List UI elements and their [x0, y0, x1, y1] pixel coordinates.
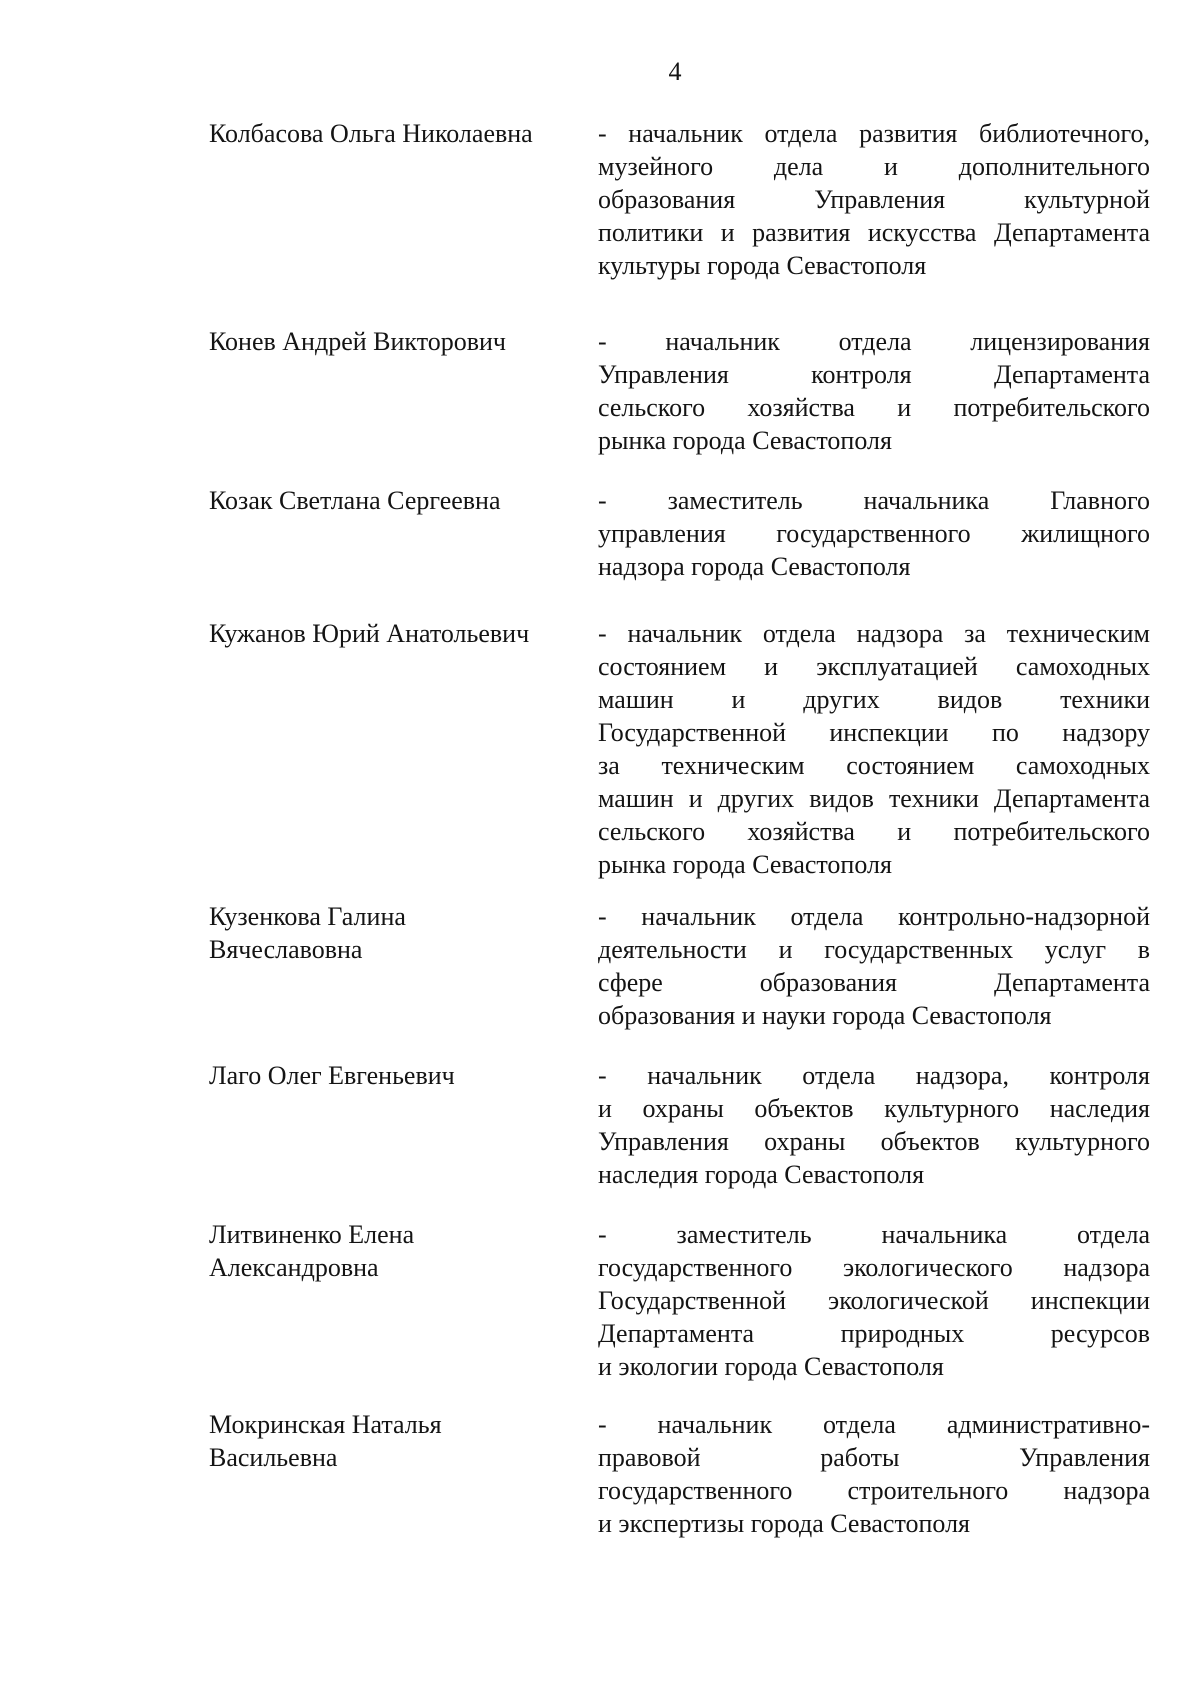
person-name: [209, 1408, 589, 1474]
page-number: 4: [668, 57, 682, 86]
position-line: и экспертизы города Севастополя: [598, 1509, 970, 1538]
position-line: государственного экологического надзора: [598, 1253, 1150, 1282]
position-line: Государственной экологической инспекции: [598, 1286, 1150, 1315]
position-line: культуры города Севастополя: [598, 251, 927, 280]
position-line: рынка города Севастополя: [598, 426, 892, 455]
position-description: [598, 1059, 1150, 1191]
person-name-line: Вячеславовна: [209, 935, 363, 964]
position-description: [598, 117, 1150, 282]
position-line: государственного строительного надзора: [598, 1476, 1150, 1505]
person-name-line: Литвиненко Елена: [209, 1220, 415, 1249]
person-name: [209, 617, 589, 650]
position-line: наследия города Севастополя: [598, 1160, 925, 1189]
position-description: [598, 617, 1150, 881]
position-line: - начальник отдела развития библиотечного,: [598, 119, 1150, 148]
position-line: образования и науки города Севастополя: [598, 1001, 1052, 1030]
position-line: - начальник отдела надзора за техническим: [598, 619, 1150, 648]
person-name: [209, 1059, 589, 1092]
position-line: машин и других видов техники: [598, 685, 1150, 714]
position-line: и экологии города Севастополя: [598, 1352, 944, 1381]
person-name-line: Кузенкова Галина: [209, 902, 406, 931]
position-line: Государственной инспекции по надзору: [598, 718, 1150, 747]
position-line: Управления охраны объектов культурного: [598, 1127, 1150, 1156]
position-line: правовой работы Управления: [598, 1443, 1150, 1472]
position-line: сельского хозяйства и потребительского: [598, 817, 1150, 846]
position-line: рынка города Севастополя: [598, 850, 892, 879]
position-description: [598, 1218, 1150, 1383]
position-line: надзора города Севастополя: [598, 552, 911, 581]
person-name-line: Васильевна: [209, 1443, 338, 1472]
position-line: - начальник отдела надзора, контроля: [598, 1061, 1150, 1090]
position-line: - начальник отдела административно-: [598, 1410, 1150, 1439]
position-description: [598, 900, 1150, 1032]
position-line: и охраны объектов культурного наследия: [598, 1094, 1150, 1123]
position-line: за техническим состоянием самоходных: [598, 751, 1150, 780]
position-line: деятельности и государственных услуг в: [598, 935, 1150, 964]
position-line: образования Управления культурной: [598, 185, 1150, 214]
person-name: [209, 484, 589, 517]
position-line: управления государственного жилищного: [598, 519, 1150, 548]
position-line: сфере образования Департамента: [598, 968, 1150, 997]
position-line: Управления контроля Департамента: [598, 360, 1150, 389]
person-name: [209, 325, 589, 358]
position-line: машин и других видов техники Департамента: [598, 784, 1150, 813]
person-name-line: Лаго Олег Евгеньевич: [209, 1061, 455, 1090]
position-line: Департамента природных ресурсов: [598, 1319, 1150, 1348]
position-line: состоянием и эксплуатацией самоходных: [598, 652, 1150, 681]
position-line: политики и развития искусства Департамента: [598, 218, 1150, 247]
position-description: [598, 484, 1150, 583]
position-line: сельского хозяйства и потребительского: [598, 393, 1150, 422]
person-name-line: Александровна: [209, 1253, 379, 1282]
position-line: - начальник отдела лицензирования: [598, 327, 1150, 356]
person-name: [209, 117, 589, 150]
person-name-line: Мокринская Наталья: [209, 1410, 442, 1439]
person-name-line: Колбасова Ольга Николаевна: [209, 119, 533, 148]
position-line: - заместитель начальника отдела: [598, 1220, 1150, 1249]
person-name: [209, 1218, 589, 1284]
position-line: музейного дела и дополнительного: [598, 152, 1150, 181]
position-description: [598, 1408, 1150, 1540]
position-line: - начальник отдела контрольно-надзорной: [598, 902, 1150, 931]
person-name-line: Кужанов Юрий Анатольевич: [209, 619, 530, 648]
person-name-line: Конев Андрей Викторович: [209, 327, 506, 356]
person-name: [209, 900, 589, 966]
position-line: - заместитель начальника Главного: [598, 486, 1150, 515]
person-name-line: Козак Светлана Сергеевна: [209, 486, 501, 515]
position-description: [598, 325, 1150, 457]
